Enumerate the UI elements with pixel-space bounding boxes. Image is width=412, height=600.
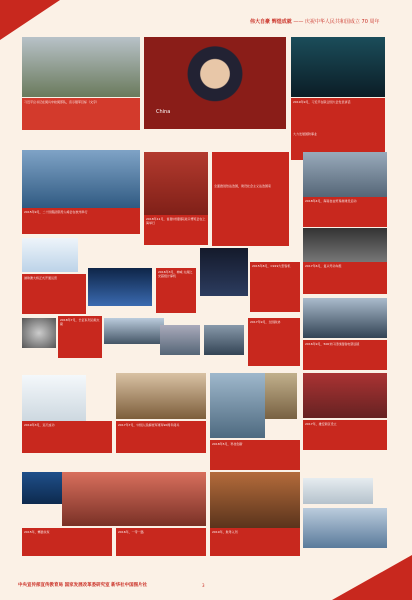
caption-3: 2015年9月，二十国集团领导人峰会在杭州举行	[22, 208, 140, 234]
fighter-jet-photo	[303, 478, 373, 504]
construction-photo	[210, 472, 300, 528]
china-label: China	[156, 109, 171, 115]
parade-formation-photo	[303, 298, 387, 338]
leader-portrait-photo	[144, 37, 286, 129]
bank-building-photo	[265, 373, 297, 419]
header-title: —— 庆祝中华人民共和国成立 70 周年	[293, 19, 380, 25]
header-slogan: 伟大自豪 辉煌成就	[250, 19, 292, 25]
page-number: 3	[202, 583, 205, 588]
caption-16: 2018年5月，科技创新	[210, 440, 300, 470]
caption-13: 2016年9月，500米口径球面射电望远镜	[303, 340, 387, 370]
caption-6: 2018年4月，海南自由贸易港建设启动	[303, 197, 387, 227]
airplane-photo	[22, 238, 78, 272]
caption-8: 2015年8月，C919大型客机	[250, 262, 300, 312]
banking-photo	[116, 373, 206, 419]
skyscraper-photo	[210, 373, 265, 438]
red-corner-decoration	[0, 0, 60, 40]
airport-photo	[303, 152, 387, 197]
bridge-photo	[204, 325, 244, 355]
red-corner-decoration	[332, 555, 412, 600]
caption-4: 2018年11月，首届中国国际进口博览会在上海举行	[144, 215, 208, 245]
caption-11: 2018年7月，长征系列运载火箭	[58, 316, 102, 358]
ski-photo	[22, 375, 86, 421]
procession-photo	[303, 228, 387, 262]
caption-20: 2019年，航母入列	[210, 528, 300, 556]
poverty-relief-photo	[22, 472, 62, 504]
fast-dish-photo	[160, 325, 200, 355]
caption-2: 2019年9月，习近平在联合国大会发表讲话	[291, 98, 385, 130]
party-emblem-photo	[212, 152, 289, 182]
poster-header	[250, 18, 400, 30]
footer-org: 中央宣传部宣传教育局 国家发展改革委研究室 新华社中国图片社	[18, 583, 148, 588]
caption-10: 港珠澳大桥正式开通运营	[22, 274, 86, 314]
caption-9: 2017年6月，复兴号动车组	[303, 262, 387, 294]
tunnel-boring-photo	[22, 318, 56, 348]
caption-1: 习近平总书记在阅兵中检阅部队，宣示强军目标（文字）	[22, 98, 140, 130]
supercomputer-photo	[88, 268, 152, 306]
leaders-group-photo	[303, 373, 387, 418]
caption-7: 2016年3月，神威·太湖之光超级计算机	[156, 268, 196, 313]
handshake-photo	[144, 152, 208, 215]
caption-17: 2017年，雄安新区设立	[303, 420, 387, 450]
caption-15: 2017年7月，中国人民解放军建军90周年阅兵	[116, 421, 206, 453]
caption-18: 2015年，精准扶贫	[22, 528, 112, 556]
caption-2b: 大力发展国防事业	[291, 130, 385, 160]
rural-children-photo	[62, 472, 206, 526]
un-speech-photo	[291, 37, 385, 97]
caption-12: 2017年9月，全国政协	[248, 318, 300, 366]
train-photo	[104, 318, 164, 344]
carrier-photo	[303, 508, 387, 548]
caption-14: 2019年3月，巡天成功	[22, 421, 112, 453]
caption-19: 2016年，一带一路	[116, 528, 206, 556]
military-parade-photo	[22, 37, 140, 97]
caption-5: 全面推进依法治国，建设社会主义法治国家	[212, 182, 289, 246]
g20-summit-photo	[22, 150, 140, 208]
telescope-photo	[200, 248, 248, 296]
